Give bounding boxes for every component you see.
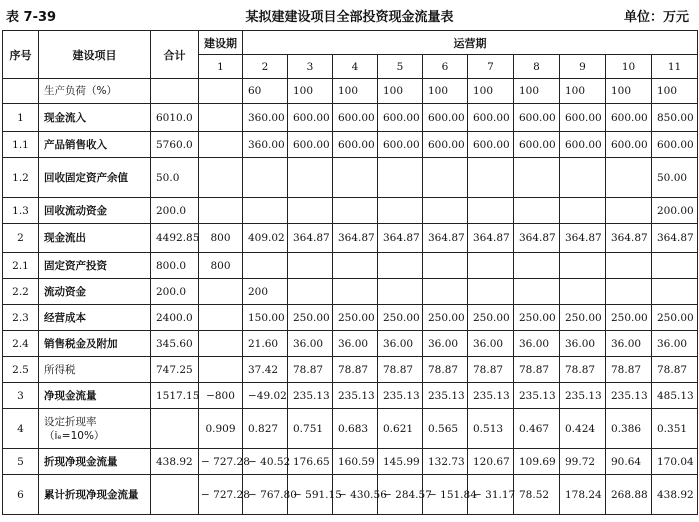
row-total: 1517.15 xyxy=(151,383,199,409)
table-caption xyxy=(0,0,699,30)
row-value-year-11: 50.00 xyxy=(652,158,698,198)
row-total: 200.0 xyxy=(151,198,199,224)
row-value-year-5 xyxy=(378,198,423,224)
header-year-3: 3 xyxy=(288,55,333,79)
header-year-2: 2 xyxy=(243,55,288,79)
row-value-year-4: 600.00 xyxy=(333,132,378,158)
row-value-year-6 xyxy=(423,158,468,198)
table-row xyxy=(3,383,698,409)
table-row xyxy=(3,253,698,279)
row-value-year-1 xyxy=(199,132,243,158)
row-value-year-4 xyxy=(333,198,378,224)
row-value-year-4: 160.59 xyxy=(333,449,378,475)
row-value-year-2: 150.00 xyxy=(243,305,288,331)
row-value-year-9: 364.87 xyxy=(560,224,606,253)
header-seq: 序号 xyxy=(3,31,39,79)
row-value-year-2 xyxy=(243,253,288,279)
row-item: 现金流入 xyxy=(39,104,151,132)
row-value-year-4: − 430.56 xyxy=(333,475,378,515)
row-value-year-1 xyxy=(199,279,243,305)
header-year-10: 10 xyxy=(606,55,652,79)
row-value-year-8: 250.00 xyxy=(514,305,560,331)
row-value-year-10 xyxy=(606,158,652,198)
row-item: 产品销售收入 xyxy=(39,132,151,158)
row-seq: 1.2 xyxy=(3,158,39,198)
row-total xyxy=(151,79,199,104)
row-value-year-5: 250.00 xyxy=(378,305,423,331)
table-row xyxy=(3,132,698,158)
row-value-year-1: −800 xyxy=(199,383,243,409)
row-value-year-3: 100 xyxy=(288,79,333,104)
row-value-year-10: 78.87 xyxy=(606,357,652,383)
row-item: 折现净现金流量 xyxy=(39,449,151,475)
header-operation: 运营期 xyxy=(243,31,698,55)
row-item: 经营成本 xyxy=(39,305,151,331)
row-value-year-6: 132.73 xyxy=(423,449,468,475)
row-total: 200.0 xyxy=(151,279,199,305)
row-value-year-6: 36.00 xyxy=(423,331,468,357)
row-value-year-3: 250.00 xyxy=(288,305,333,331)
table-row xyxy=(3,104,698,132)
row-value-year-7: 250.00 xyxy=(468,305,514,331)
row-value-year-1: 800 xyxy=(199,224,243,253)
row-value-year-8: 0.467 xyxy=(514,409,560,449)
header-year-9: 9 xyxy=(560,55,606,79)
row-value-year-10: 0.386 xyxy=(606,409,652,449)
row-value-year-10: 90.64 xyxy=(606,449,652,475)
row-value-year-10: 600.00 xyxy=(606,132,652,158)
row-item: 所得税 xyxy=(39,357,151,383)
table-row xyxy=(3,449,698,475)
header-year-4: 4 xyxy=(333,55,378,79)
row-value-year-9: 78.87 xyxy=(560,357,606,383)
row-total: 4492.85 xyxy=(151,224,199,253)
row-value-year-8: 78.52 xyxy=(514,475,560,515)
row-item: 固定资产投资 xyxy=(39,253,151,279)
row-value-year-11: 0.351 xyxy=(652,409,698,449)
header-item: 建设项目 xyxy=(39,31,151,79)
row-value-year-3: 600.00 xyxy=(288,104,333,132)
row-value-year-3: 364.87 xyxy=(288,224,333,253)
row-item: 销售税金及附加 xyxy=(39,331,151,357)
row-value-year-1 xyxy=(199,79,243,104)
row-value-year-5 xyxy=(378,158,423,198)
row-value-year-8 xyxy=(514,253,560,279)
row-value-year-3: 78.87 xyxy=(288,357,333,383)
row-value-year-3 xyxy=(288,158,333,198)
row-value-year-9: 600.00 xyxy=(560,132,606,158)
row-value-year-3: 36.00 xyxy=(288,331,333,357)
row-value-year-4: 36.00 xyxy=(333,331,378,357)
row-seq xyxy=(3,79,39,104)
row-value-year-6: 250.00 xyxy=(423,305,468,331)
row-value-year-2: 200 xyxy=(243,279,288,305)
row-value-year-9 xyxy=(560,158,606,198)
row-value-year-5 xyxy=(378,253,423,279)
row-value-year-1: 0.909 xyxy=(199,409,243,449)
row-total: 50.0 xyxy=(151,158,199,198)
row-value-year-9: 99.72 xyxy=(560,449,606,475)
header-year-11: 11 xyxy=(652,55,698,79)
row-value-year-7: 36.00 xyxy=(468,331,514,357)
row-seq: 4 xyxy=(3,409,39,449)
row-value-year-2: 409.02 xyxy=(243,224,288,253)
row-value-year-2: −49.02 xyxy=(243,383,288,409)
row-seq: 3 xyxy=(3,383,39,409)
header-year-1: 1 xyxy=(199,55,243,79)
row-value-year-10: 235.13 xyxy=(606,383,652,409)
table-row xyxy=(3,475,698,515)
table-row xyxy=(3,79,698,104)
row-value-year-8 xyxy=(514,198,560,224)
table-row xyxy=(3,279,698,305)
row-value-year-6: 78.87 xyxy=(423,357,468,383)
row-value-year-11: 170.04 xyxy=(652,449,698,475)
row-value-year-5: 0.621 xyxy=(378,409,423,449)
row-total: 5760.0 xyxy=(151,132,199,158)
row-value-year-3: − 591.15 xyxy=(288,475,333,515)
row-value-year-11: 250.00 xyxy=(652,305,698,331)
row-value-year-6 xyxy=(423,279,468,305)
row-value-year-1 xyxy=(199,158,243,198)
table-header xyxy=(3,31,698,79)
row-seq: 2.2 xyxy=(3,279,39,305)
row-value-year-7 xyxy=(468,279,514,305)
row-value-year-8: 600.00 xyxy=(514,132,560,158)
row-seq: 6 xyxy=(3,475,39,515)
row-value-year-8: 36.00 xyxy=(514,331,560,357)
row-value-year-6 xyxy=(423,198,468,224)
row-value-year-10: 268.88 xyxy=(606,475,652,515)
row-value-year-5: − 284.57 xyxy=(378,475,423,515)
table-row xyxy=(3,409,698,449)
row-value-year-6: 235.13 xyxy=(423,383,468,409)
row-value-year-3 xyxy=(288,253,333,279)
row-value-year-5: 364.87 xyxy=(378,224,423,253)
row-item: 现金流出 xyxy=(39,224,151,253)
row-total: 6010.0 xyxy=(151,104,199,132)
row-value-year-1: − 727.28 xyxy=(199,475,243,515)
header-year-8: 8 xyxy=(514,55,560,79)
row-value-year-7 xyxy=(468,158,514,198)
table-row xyxy=(3,331,698,357)
row-value-year-11 xyxy=(652,279,698,305)
table-row xyxy=(3,357,698,383)
row-value-year-3: 235.13 xyxy=(288,383,333,409)
row-value-year-10: 100 xyxy=(606,79,652,104)
row-value-year-8: 109.69 xyxy=(514,449,560,475)
row-item: 累计折现净现金流量 xyxy=(39,475,151,515)
row-item: 生产负荷（%） xyxy=(39,79,151,104)
row-value-year-8: 100 xyxy=(514,79,560,104)
row-value-year-7: 120.67 xyxy=(468,449,514,475)
row-item: 净现金流量 xyxy=(39,383,151,409)
row-seq: 2.1 xyxy=(3,253,39,279)
row-value-year-4: 78.87 xyxy=(333,357,378,383)
row-seq: 2.3 xyxy=(3,305,39,331)
table-title: 某拟建建设项目全部投资现金流量表 xyxy=(245,10,454,25)
row-value-year-7: 235.13 xyxy=(468,383,514,409)
row-value-year-6: − 151.84 xyxy=(423,475,468,515)
row-item: 流动资金 xyxy=(39,279,151,305)
row-value-year-4 xyxy=(333,158,378,198)
row-value-year-3: 176.65 xyxy=(288,449,333,475)
row-total: 438.92 xyxy=(151,449,199,475)
row-value-year-10: 600.00 xyxy=(606,104,652,132)
row-value-year-11: 200.00 xyxy=(652,198,698,224)
row-seq: 2.5 xyxy=(3,357,39,383)
row-value-year-1 xyxy=(199,357,243,383)
row-value-year-10 xyxy=(606,279,652,305)
row-value-year-1 xyxy=(199,305,243,331)
row-value-year-4 xyxy=(333,253,378,279)
row-value-year-6: 0.565 xyxy=(423,409,468,449)
row-value-year-5: 600.00 xyxy=(378,132,423,158)
row-value-year-1: − 727.28 xyxy=(199,449,243,475)
row-value-year-9 xyxy=(560,198,606,224)
row-value-year-4: 100 xyxy=(333,79,378,104)
row-value-year-9: 36.00 xyxy=(560,331,606,357)
row-value-year-10 xyxy=(606,253,652,279)
row-seq: 5 xyxy=(3,449,39,475)
header-total: 合计 xyxy=(151,31,199,79)
row-value-year-2: 360.00 xyxy=(243,104,288,132)
row-value-year-4: 235.13 xyxy=(333,383,378,409)
row-value-year-3: 0.751 xyxy=(288,409,333,449)
row-value-year-11: 438.92 xyxy=(652,475,698,515)
row-value-year-1 xyxy=(199,198,243,224)
row-value-year-7: 600.00 xyxy=(468,104,514,132)
table-unit: 单位：万元 xyxy=(623,10,689,25)
row-value-year-2: 37.42 xyxy=(243,357,288,383)
row-value-year-6: 364.87 xyxy=(423,224,468,253)
row-value-year-5: 78.87 xyxy=(378,357,423,383)
header-year-7: 7 xyxy=(468,55,514,79)
table-row xyxy=(3,224,698,253)
row-value-year-4: 0.683 xyxy=(333,409,378,449)
row-value-year-10: 36.00 xyxy=(606,331,652,357)
row-value-year-2: 0.827 xyxy=(243,409,288,449)
row-value-year-5 xyxy=(378,279,423,305)
table-row xyxy=(3,198,698,224)
row-value-year-7: 364.87 xyxy=(468,224,514,253)
cash-flow-table xyxy=(2,30,698,515)
row-value-year-9: 235.13 xyxy=(560,383,606,409)
row-total: 800.0 xyxy=(151,253,199,279)
row-value-year-2: 21.60 xyxy=(243,331,288,357)
row-value-year-6: 600.00 xyxy=(423,104,468,132)
row-value-year-3: 600.00 xyxy=(288,132,333,158)
row-value-year-8 xyxy=(514,158,560,198)
row-value-year-1 xyxy=(199,331,243,357)
row-value-year-5: 36.00 xyxy=(378,331,423,357)
row-value-year-9: 250.00 xyxy=(560,305,606,331)
row-value-year-7 xyxy=(468,198,514,224)
row-value-year-6: 100 xyxy=(423,79,468,104)
row-item: 回收流动资金 xyxy=(39,198,151,224)
row-value-year-8 xyxy=(514,279,560,305)
row-value-year-2: 60 xyxy=(243,79,288,104)
row-value-year-6 xyxy=(423,253,468,279)
row-seq: 1.3 xyxy=(3,198,39,224)
row-value-year-1 xyxy=(199,104,243,132)
row-value-year-7: − 31.17 xyxy=(468,475,514,515)
row-value-year-4 xyxy=(333,279,378,305)
row-value-year-3 xyxy=(288,279,333,305)
row-value-year-8: 364.87 xyxy=(514,224,560,253)
row-value-year-8: 235.13 xyxy=(514,383,560,409)
row-value-year-1: 800 xyxy=(199,253,243,279)
row-value-year-11 xyxy=(652,253,698,279)
row-seq: 2 xyxy=(3,224,39,253)
header-year-5: 5 xyxy=(378,55,423,79)
row-value-year-2 xyxy=(243,198,288,224)
row-value-year-7: 600.00 xyxy=(468,132,514,158)
row-value-year-9: 600.00 xyxy=(560,104,606,132)
row-value-year-3 xyxy=(288,198,333,224)
row-value-year-2 xyxy=(243,158,288,198)
row-value-year-9: 100 xyxy=(560,79,606,104)
row-value-year-9 xyxy=(560,253,606,279)
row-total xyxy=(151,409,199,449)
row-value-year-2: − 40.52 xyxy=(243,449,288,475)
row-value-year-10: 250.00 xyxy=(606,305,652,331)
row-value-year-7: 100 xyxy=(468,79,514,104)
row-item: 设定折现率（iₑ=10%） xyxy=(39,409,151,449)
row-total: 2400.0 xyxy=(151,305,199,331)
row-value-year-11: 485.13 xyxy=(652,383,698,409)
row-item: 回收固定资产余值 xyxy=(39,158,151,198)
row-value-year-2: − 767.80 xyxy=(243,475,288,515)
row-value-year-4: 600.00 xyxy=(333,104,378,132)
row-seq: 1 xyxy=(3,104,39,132)
row-value-year-5: 235.13 xyxy=(378,383,423,409)
table-row xyxy=(3,305,698,331)
header-year-6: 6 xyxy=(423,55,468,79)
row-value-year-9 xyxy=(560,279,606,305)
row-value-year-11: 78.87 xyxy=(652,357,698,383)
row-value-year-9: 178.24 xyxy=(560,475,606,515)
row-total xyxy=(151,475,199,515)
row-value-year-7 xyxy=(468,253,514,279)
table-body xyxy=(3,79,698,515)
row-value-year-7: 0.513 xyxy=(468,409,514,449)
row-value-year-11: 100 xyxy=(652,79,698,104)
header-construction: 建设期 xyxy=(199,31,243,55)
row-value-year-11: 364.87 xyxy=(652,224,698,253)
row-total: 747.25 xyxy=(151,357,199,383)
row-value-year-10: 364.87 xyxy=(606,224,652,253)
row-value-year-4: 250.00 xyxy=(333,305,378,331)
row-total: 345.60 xyxy=(151,331,199,357)
table-number: 表 7-39 xyxy=(6,10,57,25)
row-value-year-9: 0.424 xyxy=(560,409,606,449)
row-value-year-8: 600.00 xyxy=(514,104,560,132)
row-value-year-5: 145.99 xyxy=(378,449,423,475)
row-seq: 1.1 xyxy=(3,132,39,158)
row-value-year-8: 78.87 xyxy=(514,357,560,383)
row-value-year-11: 850.00 xyxy=(652,104,698,132)
row-value-year-4: 364.87 xyxy=(333,224,378,253)
row-value-year-11: 600.00 xyxy=(652,132,698,158)
row-value-year-7: 78.87 xyxy=(468,357,514,383)
row-seq: 2.4 xyxy=(3,331,39,357)
row-value-year-2: 360.00 xyxy=(243,132,288,158)
row-value-year-11: 36.00 xyxy=(652,331,698,357)
table-row xyxy=(3,158,698,198)
row-value-year-5: 100 xyxy=(378,79,423,104)
row-value-year-6: 600.00 xyxy=(423,132,468,158)
row-value-year-10 xyxy=(606,198,652,224)
row-value-year-5: 600.00 xyxy=(378,104,423,132)
